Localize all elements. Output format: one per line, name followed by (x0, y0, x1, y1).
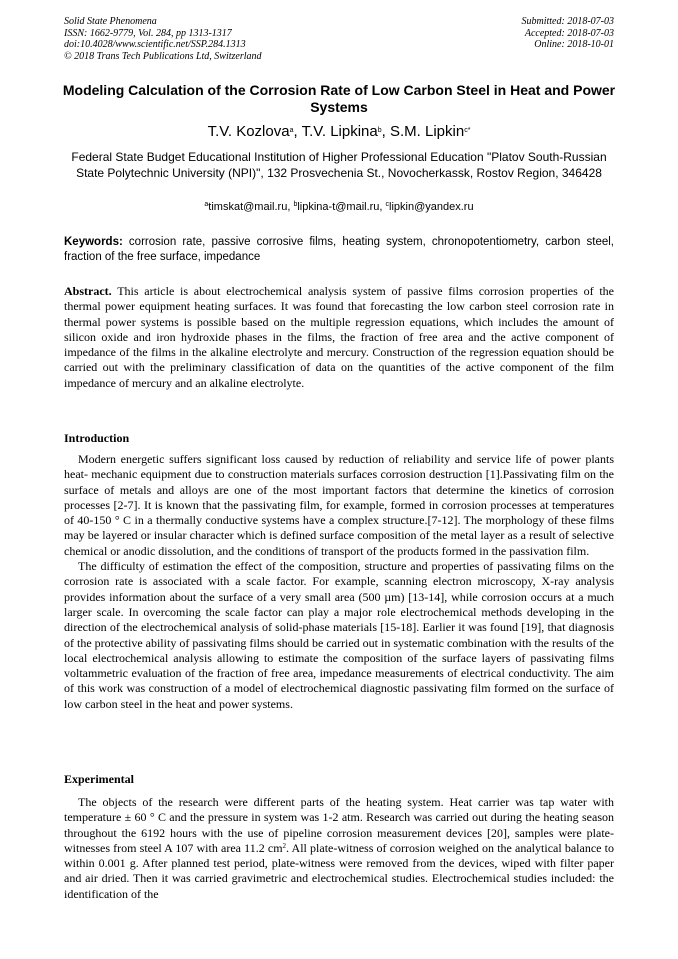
issn-line: ISSN: 1662-9779, Vol. 284, pp 1313-1317 (64, 27, 232, 39)
superscript: 2 (282, 841, 287, 850)
email-address: lipkina-t@mail.ru (297, 201, 380, 213)
email-superscript: c (385, 201, 390, 208)
keywords (64, 235, 614, 264)
journal-name: Solid State Phenomena (64, 16, 157, 27)
affiliation: Federal State Budget Educational Institution of Higher Professional Education "Platov South-Russian State Polytechnic University (NPI)", 132 Prosvechenia St., Novocherkassk, Rostov Region, 346428 (71, 150, 607, 180)
online-date: Online: 2018-10-01 (534, 39, 614, 50)
abstract-text: This article is about electrochemical analysis system of passive films corrosion properties of the thermal power equipment heating surfaces. It was found that forecasting the low carbon steel corrosion rate in thermal power systems is possible based on the multiple regression equations, which includes the amount of silicon oxide and iron hydroxide phases in the films, the fraction of free area and the active component of impedance of the films in the alkaline electrolyte and mercury. Construction of the regression equation should be carried out with the preliminary classification of data on the quantities of the active component of the film impedance of mercury and an alkaline electrolyte. (64, 284, 614, 390)
author-name: T.V. Kozlova (207, 123, 290, 140)
author-name: T.V. Lipkina (301, 123, 378, 140)
keywords-text: corrosion rate, passive corrosive films, heating system, chronopotentiometry, carbon steel, fraction of the free surface, impedance (64, 236, 614, 263)
author-superscript: c* (464, 127, 471, 134)
author-superscript: b (377, 127, 382, 134)
email-superscript: b (293, 201, 298, 208)
experimental-section (64, 795, 614, 902)
author-list: T.V. Kozlova$^a$, T.V. Lipkina$^b$, S.M. Lipkin$^{c*}$ (207, 123, 471, 140)
author-name: S.M. Lipkin (389, 123, 465, 140)
paragraph-text: . All plate-witness of corrosion weighed on the analytical balance to within 0.001 g. After planned test period, plate-witness were removed from the devices, wiped with filter paper and air dried. Then it was carried gravimetric and electrochemical studies. Electrochemical studies included: the identification of the (64, 840, 614, 901)
submitted-date: Submitted: 2018-07-03 (521, 16, 614, 27)
journal-header-left (64, 16, 262, 62)
paragraph: Modern energetic suffers significant loss caused by reduction of reliability and service life of power plants heat- mechanic equipment due to construction materials surfaces corrosion destruction [1].Passivating film on the surface of metals and alloys are one of the most important factors that determine the kinetics of corrosion processes [2-7]. It is known that the passivating film, for example, formed in corrosion processes at temperatures of 40-150 ° C in a thermally conductive systems have a complex structure.[7-12]. The morphology of these films may be layered or insular character which is defined surface composition of the metal layer as a result of selective chemical or anodic dissolution, and the conditions of transport of the products formed in the passivation film. (64, 452, 614, 558)
abstract (64, 284, 614, 391)
abstract-label: Abstract. (64, 284, 112, 298)
paragraph (64, 795, 614, 902)
paragraph: The difficulty of estimation the effect of the composition, structure and properties of passivating films on the corrosion rate is associated with a scale factor. For example, scanning electron microscopy, X-ray analysis provides information about the surface of a very small area (500 µm) [13-14], while corrosion occurs at a much larger scale. In overcoming the scale factor can play a major role electrochemical methods developing in the direction of the electrochemical analysis of solid-phase materials [15-18]. Earlier it was found [19], that diagnosis of the protective ability of passivating films should be carried out in systematic combination with the results of the local electrochemical analysis allowing to estimate the composition of the surface layers of passivating films voltammetric evaluation of the fraction of free area, impedance measurements of electrical conductivity. The aim of this work was construction of a model of electrochemical diagnostic passivating film formed on the surface of low carbon steel in the heat and power systems. (64, 559, 614, 711)
author-superscript: a (289, 127, 294, 134)
email-address: lipkin@yandex.ru (389, 201, 474, 213)
paper-title: Modeling Calculation of the Corrosion Rate of Low Carbon Steel in Heat and Power Systems (62, 82, 616, 115)
introduction-heading: Introduction (64, 431, 130, 445)
email-address: timskat@mail.ru (208, 201, 288, 213)
accepted-date: Accepted: 2018-07-03 (524, 27, 614, 39)
journal-header-right (522, 16, 615, 51)
email-superscript: a (204, 201, 209, 208)
copyright-line: © 2018 Trans Tech Publications Ltd, Switzerland (64, 50, 262, 62)
paragraph-text: The objects of the research were different parts of the heating system. Heat carrier was tap water with temperature ± 60 ° C and the pressure in system was 1-2 atm. Research was carried out during the heating season throughout the 6192 hours with the use of pipeline corrosion measurement devices [20], samples were plate-witnesses from steel A 107 with area 11.2 cm (64, 795, 614, 855)
doi-line: doi:10.4028/www.scientific.net/SSP.284.1313 (64, 39, 246, 50)
keywords-label: Keywords: (64, 236, 123, 248)
introduction-section (64, 452, 614, 712)
experimental-heading: Experimental (64, 772, 134, 786)
email-list: $^a$timskat@mail.ru, $^b$lipkina-t@mail.ru, $^c$lipkin@yandex.ru (204, 201, 474, 213)
